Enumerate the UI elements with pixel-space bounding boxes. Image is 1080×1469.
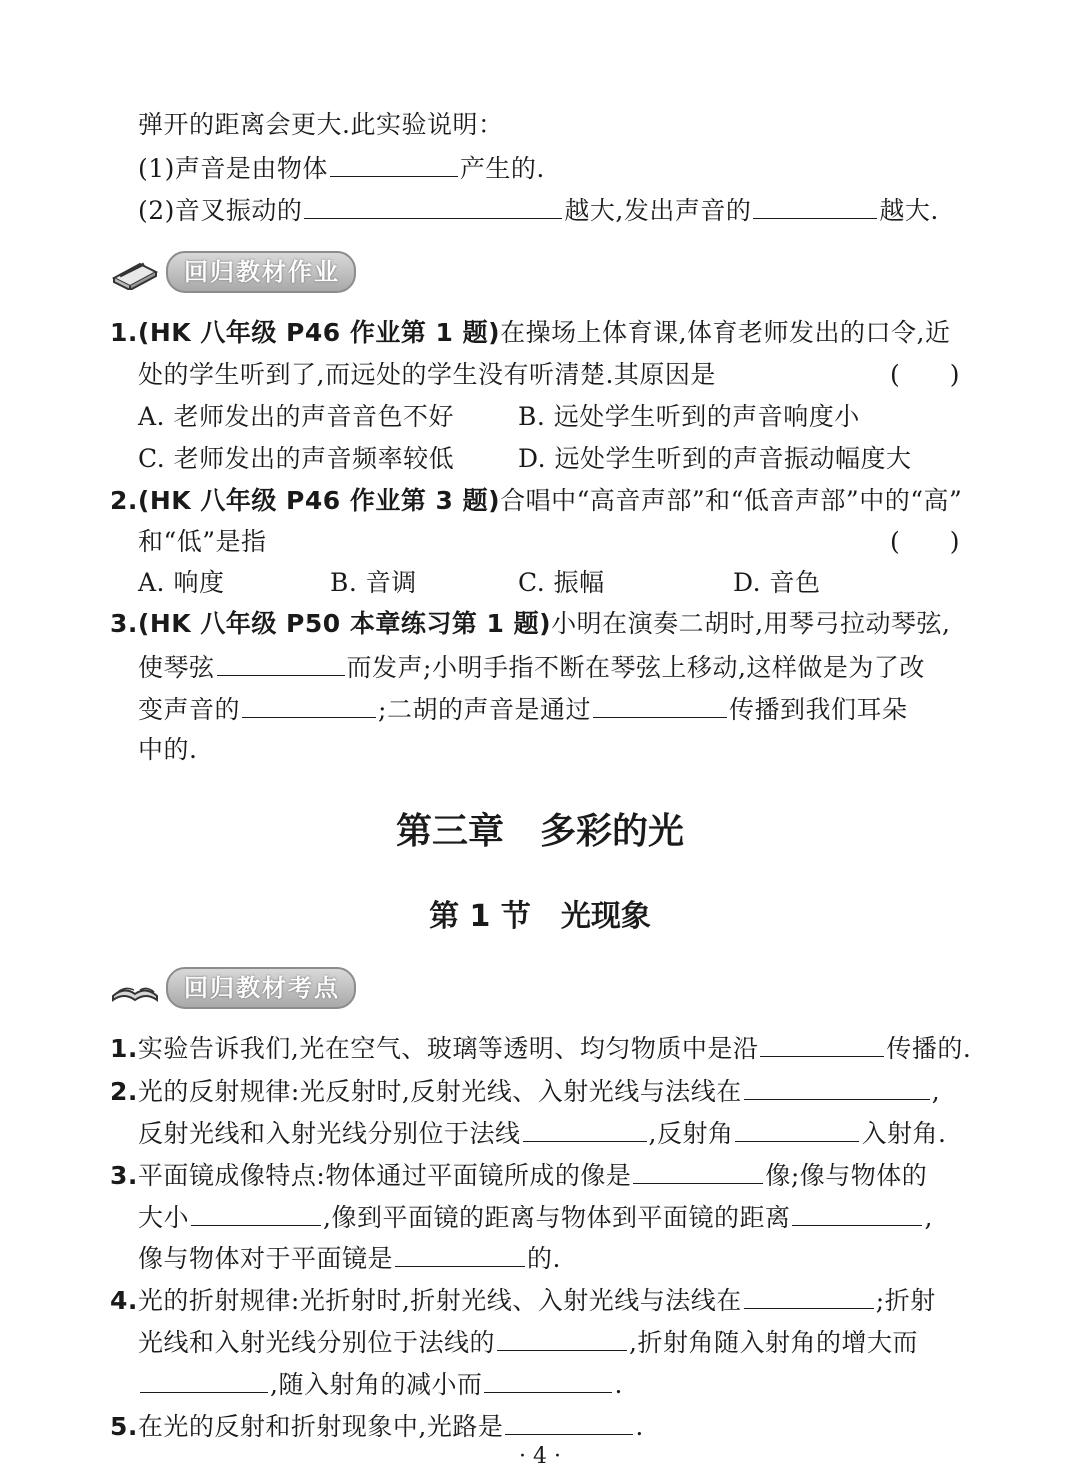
banner-label: 回归教材考点: [166, 967, 356, 1009]
text-segment: 的.: [527, 1244, 561, 1273]
text-segment: 在光的反射和折射现象中,光路是: [137, 1412, 504, 1441]
text-segment: 反射光线和入射光线分别位于法线: [138, 1119, 521, 1148]
text-segment: 光的折射规律:光折射时,折射光线、入射光线与法线在: [137, 1286, 742, 1315]
hw-q3-line3: [138, 691, 907, 727]
blank: [484, 1366, 612, 1393]
text-segment: ,随入射角的减小而: [270, 1370, 483, 1399]
intro-q2-mid: 越大,发出声音的: [564, 196, 752, 225]
blank: [497, 1324, 627, 1351]
question-number: 1.: [110, 1034, 138, 1063]
question-number: 4.: [110, 1286, 138, 1315]
text-segment: 传播到我们耳朵: [728, 695, 908, 724]
blank: [760, 1030, 884, 1057]
blank: [744, 1073, 930, 1100]
point-4-line2: [138, 1324, 918, 1360]
text-segment: ,反射角: [648, 1119, 734, 1148]
point-2-line2: [138, 1115, 946, 1151]
text-segment: 实验告诉我们,光在空气、玻璃等透明、均匀物质中是沿: [137, 1034, 759, 1063]
question-text: 在操场上体育课,体育老师发出的口令,近: [500, 318, 951, 347]
option-c: C. 老师发出的声音频率较低: [138, 444, 455, 473]
text-segment: 像;像与物体的: [765, 1161, 928, 1190]
hw-q1-line1: [110, 316, 951, 350]
point-4-line3: [138, 1366, 623, 1402]
question-text: 合唱中“高音声部”和“低音声部”中的“高”: [500, 486, 963, 515]
text-segment: 平面镜成像特点:物体通过平面镜所成的像是: [137, 1161, 632, 1190]
section-banner-homework: [110, 252, 356, 292]
chapter-title: 第三章 多彩的光: [395, 811, 684, 852]
intro-q1-post: 产生的.: [459, 154, 545, 183]
hw-q3-line4: 中的.: [138, 735, 198, 764]
source-ref: (HK 八年级 P46 作业第 3 题): [137, 486, 501, 515]
hw-q3-line1: [110, 607, 951, 641]
question-number: 3.: [110, 1161, 138, 1190]
question-number: 2.: [110, 486, 138, 515]
intro-q1: [138, 150, 545, 186]
option-d: D. 远处学生听到的声音振动幅度大: [518, 444, 912, 473]
blank: [744, 1282, 874, 1309]
blank: [140, 1366, 268, 1393]
blank: [217, 649, 345, 676]
text-segment: ;折射: [875, 1286, 936, 1315]
text-segment: 使琴弦: [138, 653, 215, 682]
text-segment: 传播的.: [886, 1034, 972, 1063]
text-segment: ,像到平面镜的距离与物体到平面镜的距离: [323, 1203, 791, 1232]
source-ref: (HK 八年级 P50 本章练习第 1 题): [137, 609, 552, 638]
blank: [505, 1408, 633, 1435]
blank: [523, 1115, 647, 1142]
option-a: A. 响度: [138, 568, 225, 597]
intro-q1-pre: (1)声音是由物体: [138, 154, 328, 183]
blank: [395, 1240, 525, 1267]
intro-q2: [138, 192, 939, 228]
point-5: [110, 1408, 644, 1444]
text-segment: 光的反射规律:光反射时,反射光线、入射光线与法线在: [137, 1077, 742, 1106]
text-segment: 光线和入射光线分别位于法线的: [138, 1328, 496, 1357]
point-3-line2: [138, 1199, 933, 1235]
text-segment: ,折射角随入射角的增大而: [629, 1328, 918, 1357]
text-segment: ;二胡的声音是通过: [378, 695, 591, 724]
question-number: 3.: [110, 609, 138, 638]
point-3-line3: [138, 1240, 561, 1276]
option-c: C. 振幅: [518, 568, 605, 597]
question-number: 1.: [110, 318, 138, 347]
question-text: 小明在演奏二胡时,用琴弓拉动琴弦,: [551, 609, 951, 638]
hw-q1-line2: 处的学生听到了,而远处的学生没有听清楚.其原因是: [138, 360, 716, 389]
text-segment: ,: [924, 1203, 933, 1232]
question-number: 5.: [110, 1412, 138, 1441]
page-number: · 4 ·: [519, 1444, 561, 1469]
text-segment: 大小: [138, 1203, 190, 1232]
option-d: D. 音色: [733, 568, 821, 597]
intro-line: 弹开的距离会更大.此实验说明：: [138, 110, 504, 139]
point-2-line1: [110, 1073, 940, 1109]
blank: [633, 1157, 763, 1184]
hw-q3-line2: [138, 649, 925, 685]
blank: [242, 691, 376, 718]
blank: [792, 1199, 922, 1226]
blank: [753, 192, 877, 219]
open-book-icon: [110, 970, 160, 1006]
hw-q2-line1: [110, 484, 962, 518]
text-segment: 变声音的: [138, 695, 241, 724]
blank: [304, 192, 562, 219]
point-3-line1: [110, 1157, 927, 1193]
text-segment: .: [614, 1370, 623, 1399]
hw-q2-line2: 和“低”是指: [138, 527, 267, 556]
intro-q2-pre: (2)音叉振动的: [138, 196, 303, 225]
blank: [330, 150, 458, 177]
intro-q2-post: 越大.: [879, 196, 939, 225]
point-4-line1: [110, 1282, 936, 1318]
point-1: [110, 1030, 971, 1066]
answer-paren: ( ): [890, 360, 960, 389]
blank: [191, 1199, 321, 1226]
blank: [735, 1115, 859, 1142]
section-title: 第 1 节 光现象: [429, 899, 651, 934]
text-segment: 像与物体对于平面镜是: [138, 1244, 394, 1273]
text-segment: .: [635, 1412, 644, 1441]
question-number: 2.: [110, 1077, 138, 1106]
text-segment: 入射角.: [861, 1119, 947, 1148]
book-pencil-icon: [110, 254, 160, 290]
text-segment: ,: [931, 1077, 941, 1106]
text-segment: 而发声;小明手指不断在琴弦上移动,这样做是为了改: [346, 653, 925, 682]
option-a: A. 老师发出的声音音色不好: [138, 402, 454, 431]
source-ref: (HK 八年级 P46 作业第 1 题): [137, 318, 501, 347]
banner-label: 回归教材作业: [166, 251, 356, 293]
option-b: B. 音调: [330, 568, 417, 597]
answer-paren: ( ): [890, 527, 960, 556]
section-banner-points: [110, 968, 356, 1008]
blank: [593, 691, 727, 718]
option-b: B. 远处学生听到的声音响度小: [518, 402, 860, 431]
